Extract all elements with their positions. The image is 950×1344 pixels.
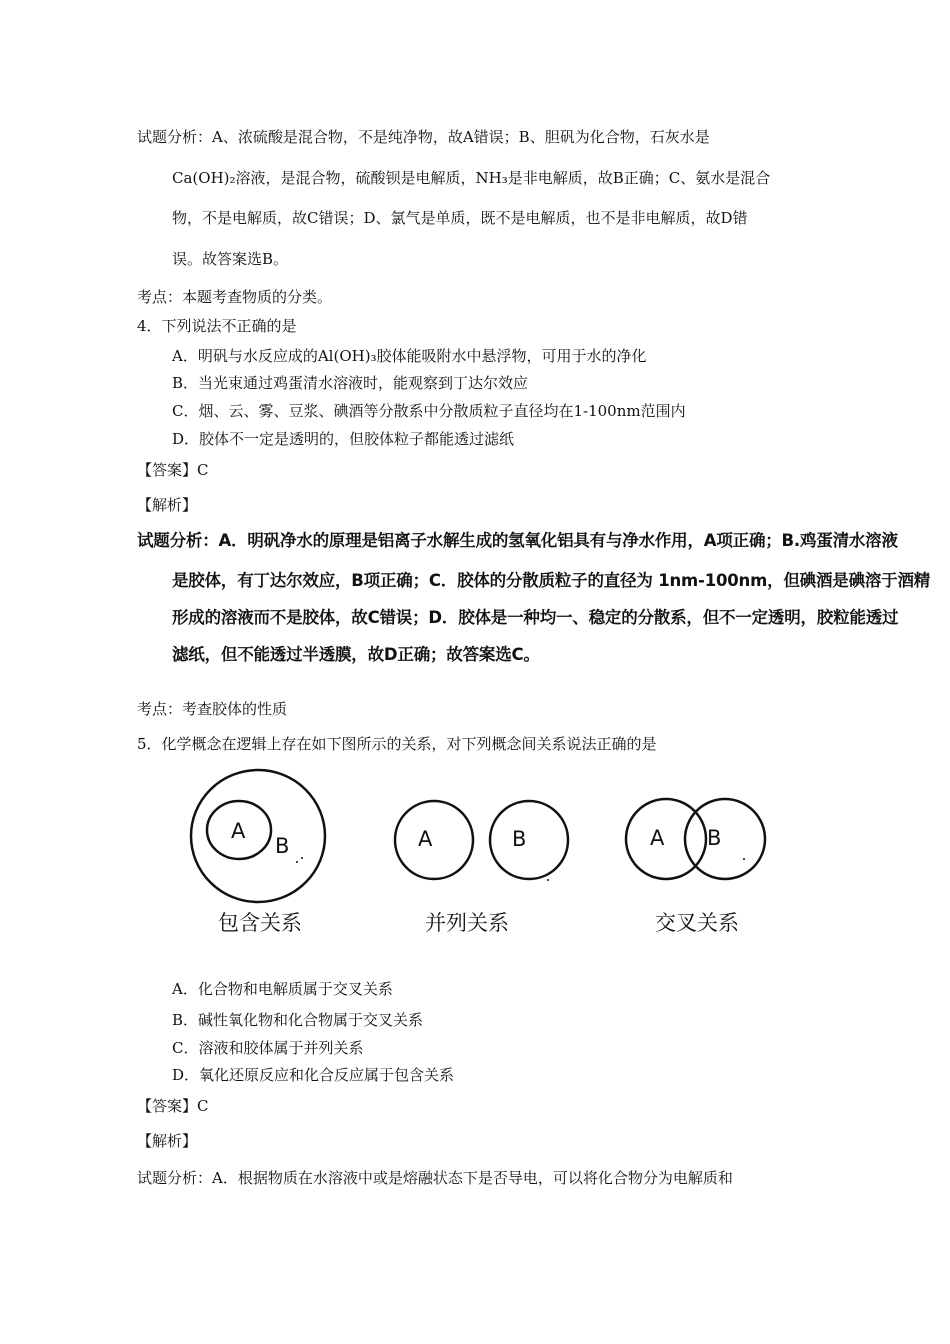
q3-kaodian: 考点：本题考查物质的分类。: [137, 288, 333, 306]
parallel-label-a: A: [418, 827, 433, 851]
q4-kaodian: 考点：考查胶体的性质: [137, 700, 288, 718]
q5-analysis-line-1: 试题分析：A．根据物质在水溶液中或是熔融状态下是否导电，可以将化合物分为电解质和: [137, 1169, 733, 1187]
q5-jiexi-heading: 【解析】: [137, 1132, 198, 1150]
q3-analysis-line-3: 物，不是电解质，故C错误；D、氯气是单质，既不是电解质，也不是非电解质，故D错: [172, 209, 748, 227]
caption-parallel: 并列关系: [425, 911, 509, 935]
q5-option-b: B．碱性氧化物和化合物属于交叉关系: [172, 1011, 424, 1029]
q4-jiexi-heading: 【解析】: [137, 496, 198, 514]
q4-analysis-line-1: 试题分析：A．明矾净水的原理是铝离子水解生成的氢氧化铝具有与净水作用，A项正确；B.鸡蛋清水溶液: [137, 531, 898, 550]
q5-option-d: D．氧化还原反应和化合反应属于包含关系: [172, 1066, 455, 1084]
q3-analysis-line-1: 试题分析：A、浓硫酸是混合物，不是纯净物，故A错误；B、胆矾为化合物，石灰水是: [137, 128, 710, 146]
parallel-circle-a: [395, 801, 473, 879]
q4-analysis-line-3: 形成的溶液而不是胶体，故C错误；D．胶体是一种均一、稳定的分散系，但不一定透明，胶粒能透过: [172, 608, 899, 627]
caption-intersection: 交叉关系: [655, 911, 739, 935]
inclusion-outer-circle: [191, 770, 325, 902]
intersection-label-b: B: [707, 826, 722, 850]
q3-analysis-line-2: Ca(OH)₂溶液，是混合物，硫酸钡是电解质，NH₃是非电解质，故B正确；C、氨水是混合: [172, 169, 771, 187]
q5-stem: 5．化学概念在逻辑上存在如下图所示的关系，对下列概念间关系说法正确的是: [137, 735, 657, 753]
parallel-label-b: B: [512, 827, 527, 851]
intersection-label-a: A: [650, 826, 665, 850]
q4-answer: 【答案】C: [137, 461, 209, 479]
q4-analysis-line-2: 是胶体，有丁达尔效应，B项正确；C．胶体的分散质粒子的直径为 1nm-100nm，但碘酒是碘溶于酒精: [172, 571, 931, 590]
q5-answer: 【答案】C: [137, 1097, 209, 1115]
intersection-circle-b: [685, 799, 765, 879]
intersection-circle-a: [626, 799, 706, 879]
q4-stem: 4．下列说法不正确的是: [137, 317, 297, 335]
q4-option-d: D．胶体不一定是透明的，但胶体粒子都能透过滤纸: [172, 430, 515, 448]
q4-option-c: C．烟、云、雾、豆浆、碘酒等分散系中分散质粒子直径均在1-100nm范围内: [172, 402, 686, 420]
q3-analysis-line-4: 误。故答案选B。: [172, 250, 289, 268]
parallel-circle-b: [490, 801, 568, 879]
q5-option-a: A．化合物和电解质属于交叉关系: [172, 980, 393, 998]
q4-analysis-line-4: 滤纸，但不能透过半透膜，故D正确；故答案选C。: [172, 645, 540, 664]
inclusion-label-b: B: [275, 834, 290, 858]
inclusion-label-a: A: [231, 819, 246, 843]
q5-option-c: C．溶液和胶体属于并列关系: [172, 1039, 364, 1057]
q4-option-a: A．明矾与水反应成的Al(OH)₃胶体能吸附水中悬浮物，可用于水的净化: [172, 347, 647, 365]
caption-inclusion: 包含关系: [218, 911, 302, 935]
q4-option-b: B．当光束通过鸡蛋清水溶液时，能观察到丁达尔效应: [172, 374, 529, 392]
